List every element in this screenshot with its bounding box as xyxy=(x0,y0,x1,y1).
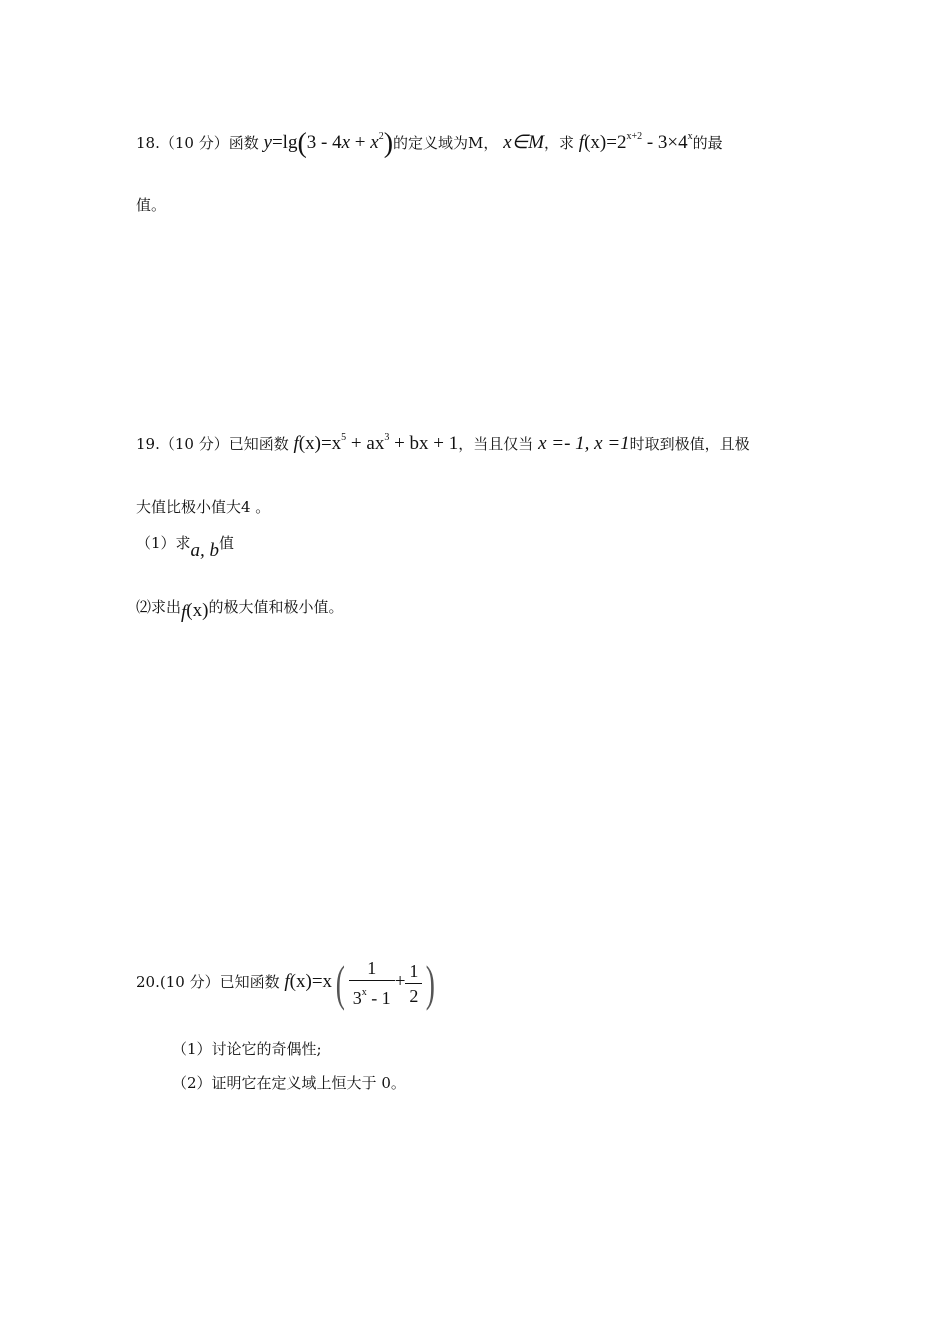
q18-plus: + xyxy=(350,132,371,153)
q18-number: 18. xyxy=(136,134,160,152)
q18-line2: 值。 xyxy=(136,196,167,214)
q20-plus: + xyxy=(394,971,406,992)
q18-x1: x xyxy=(341,132,351,153)
q19-text-1: 已知函数 xyxy=(228,435,289,453)
q18-exp2: x xyxy=(687,131,693,142)
q20-lparen: ( xyxy=(335,955,345,1011)
q19-eq: =x xyxy=(320,433,342,454)
q20-frac1-denominator: 3$^x$ - 1 xyxy=(352,987,391,1008)
q18-minus-3x4: - 3×4 xyxy=(642,132,688,153)
q19-fx: (x) xyxy=(298,433,321,454)
q19-part1 xyxy=(136,532,235,561)
q19-number: 19. xyxy=(136,435,160,453)
q20-fx: (x) xyxy=(289,971,312,992)
q20-score: (10 分） xyxy=(159,973,220,991)
q19-condition: x =- 1, x =1 xyxy=(538,433,630,454)
q19-f: f xyxy=(293,433,299,454)
q18-text-1: 函数 xyxy=(228,134,259,152)
q18-x-in-m: x∈M xyxy=(503,132,544,153)
q18-line1 xyxy=(136,130,723,158)
q18-x2: x xyxy=(370,132,379,153)
q20-line1 xyxy=(136,956,439,1010)
q19-part2-label: ⑵求出 xyxy=(136,598,182,616)
q20-f: f xyxy=(284,971,290,992)
q20-part1: （1）讨论它的奇偶性; xyxy=(172,1040,322,1058)
q18-score: （10 分） xyxy=(159,134,229,152)
q18-f: f xyxy=(578,132,585,153)
q20-frac1-numerator: 1 xyxy=(349,956,395,981)
q20-frac2-numerator: 1 xyxy=(405,959,422,984)
q20-rparen: ) xyxy=(426,955,436,1011)
q20-text-1: 已知函数 xyxy=(219,973,280,991)
q19-part1-ab: a, b xyxy=(190,540,220,561)
q19-exp5: 5 xyxy=(341,432,347,443)
q19-part1-end: 值 xyxy=(219,534,235,552)
q18-fx: (x) xyxy=(584,132,607,153)
q19-line2: 大值比极小值大4 。 xyxy=(136,498,271,516)
q18-eq-lg: =lg xyxy=(271,132,298,153)
q18-lparen: ( xyxy=(297,128,307,159)
q19-score: （10 分） xyxy=(159,435,229,453)
q19-part2-end: 的极大值和极小值。 xyxy=(208,598,344,616)
q18-square: 2 xyxy=(378,131,384,142)
q18-y: y xyxy=(263,132,272,153)
q20-number: 20. xyxy=(136,973,160,991)
q20-fraction-2 xyxy=(405,959,422,1008)
q18-inner-a: 3 - 4 xyxy=(306,132,342,153)
q19-part1-label: （1）求 xyxy=(136,534,191,552)
q19-line1 xyxy=(136,432,750,455)
q18-text-4: 的最 xyxy=(692,134,723,152)
q18-text-2: 的定义域为M， xyxy=(393,134,499,152)
q19-ax: + ax xyxy=(346,433,385,454)
q20-frac2-denominator: 2 xyxy=(409,985,419,1006)
q19-exp3: 3 xyxy=(384,432,390,443)
q18-exp1: x+2 xyxy=(626,131,643,142)
q19-part2 xyxy=(136,596,344,623)
q18-rparen: ) xyxy=(383,128,394,159)
q19-part2-fx: (x) xyxy=(186,600,209,621)
q20-fraction-1 xyxy=(349,956,395,1010)
q19-part2-f: f xyxy=(181,602,187,623)
q19-rest: + bx + 1 xyxy=(389,433,459,454)
q20-eq: =x xyxy=(311,971,333,992)
q20-part2: （2）证明它在定义域上恒大于 0。 xyxy=(172,1074,406,1092)
q19-text-2: ，当且仅当 xyxy=(458,435,534,453)
q19-text-3: 时取到极值，且极 xyxy=(629,435,750,453)
q18-eq2: =2 xyxy=(606,132,627,153)
q18-text-3: ，求 xyxy=(544,134,575,152)
